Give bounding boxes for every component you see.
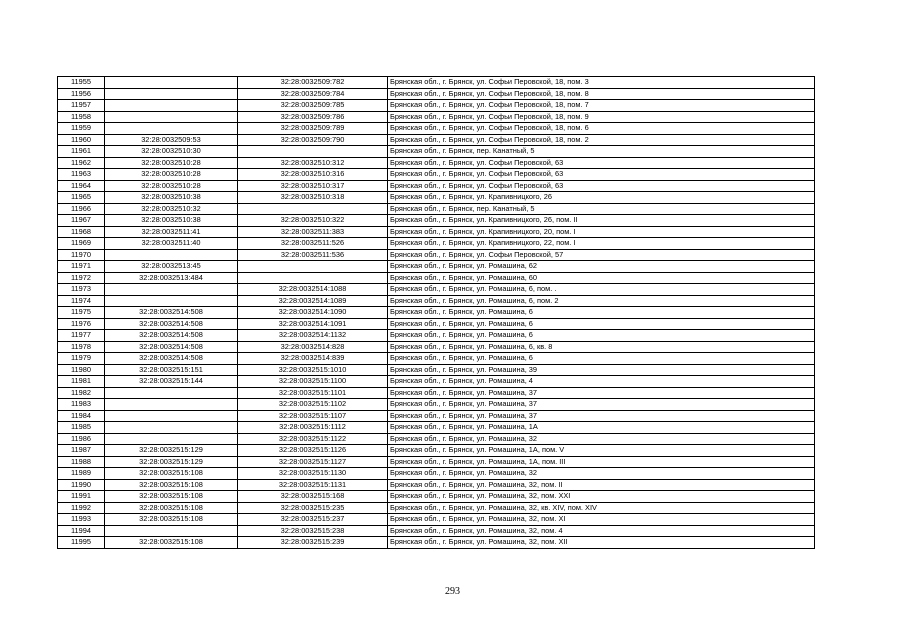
row-number-cell: 11959	[58, 123, 105, 135]
table-row	[58, 100, 815, 112]
address-cell: Брянская обл., г. Брянск, ул. Софьи Перовской, 63	[388, 169, 815, 181]
page-number: 293	[445, 586, 460, 597]
table-row	[58, 364, 815, 376]
cadastral-number-cell: 32:28:0032515:1100	[238, 376, 388, 388]
table-row	[58, 537, 815, 549]
row-number-cell: 11985	[58, 422, 105, 434]
row-number-cell: 11969	[58, 238, 105, 250]
cadastral-number-cell: 32:28:0032515:168	[238, 491, 388, 503]
table-row	[58, 353, 815, 365]
address-cell: Брянская обл., г. Брянск, ул. Крапивницкого, 26	[388, 192, 815, 204]
cadastral-number-cell: 32:28:0032515:1122	[238, 433, 388, 445]
address-cell: Брянская обл., г. Брянск, ул. Ромашина, 37	[388, 387, 815, 399]
table-row	[58, 261, 815, 273]
parent-cadastral-cell: 32:28:0032515:144	[105, 376, 238, 388]
table-row	[58, 77, 815, 89]
cadastral-number-cell: 32:28:0032515:1010	[238, 364, 388, 376]
row-number-cell: 11974	[58, 295, 105, 307]
cadastral-number-cell: 32:28:0032511:526	[238, 238, 388, 250]
cadastral-number-cell: 32:28:0032509:786	[238, 111, 388, 123]
parent-cadastral-cell: 32:28:0032509:53	[105, 134, 238, 146]
cadastral-number-cell: 32:28:0032514:1132	[238, 330, 388, 342]
address-cell: Брянская обл., г. Брянск, ул. Крапивницкого, 26, пом. II	[388, 215, 815, 227]
parent-cadastral-cell: 32:28:0032510:28	[105, 180, 238, 192]
table-row	[58, 410, 815, 422]
cadastral-number-cell: 32:28:0032515:238	[238, 525, 388, 537]
cadastral-number-cell: 32:28:0032514:1089	[238, 295, 388, 307]
table-row	[58, 249, 815, 261]
address-cell: Брянская обл., г. Брянск, ул. Ромашина, 32	[388, 433, 815, 445]
address-cell: Брянская обл., г. Брянск, ул. Ромашина, 32, кв. XIV, пом. XIV	[388, 502, 815, 514]
row-number-cell: 11970	[58, 249, 105, 261]
cadastral-number-cell: 32:28:0032510:322	[238, 215, 388, 227]
table-row	[58, 111, 815, 123]
row-number-cell: 11995	[58, 537, 105, 549]
table-row	[58, 88, 815, 100]
address-cell: Брянская обл., г. Брянск, пер. Канатный, 5	[388, 146, 815, 158]
table-row	[58, 491, 815, 503]
table-row	[58, 238, 815, 250]
parent-cadastral-cell	[105, 433, 238, 445]
address-cell: Брянская обл., г. Брянск, ул. Ромашина, 6	[388, 353, 815, 365]
table-row	[58, 525, 815, 537]
row-number-cell: 11975	[58, 307, 105, 319]
cadastral-number-cell: 32:28:0032515:1126	[238, 445, 388, 457]
address-cell: Брянская обл., г. Брянск, ул. Ромашина, 1А	[388, 422, 815, 434]
row-number-cell: 11989	[58, 468, 105, 480]
cadastral-number-cell	[238, 272, 388, 284]
parent-cadastral-cell	[105, 387, 238, 399]
row-number-cell: 11990	[58, 479, 105, 491]
address-cell: Брянская обл., г. Брянск, ул. Ромашина, 6, пом. .	[388, 284, 815, 296]
table-row	[58, 134, 815, 146]
address-cell: Брянская обл., г. Брянск, ул. Ромашина, 32, пом. 4	[388, 525, 815, 537]
cadastral-number-cell: 32:28:0032515:1102	[238, 399, 388, 411]
address-cell: Брянская обл., г. Брянск, ул. Ромашина, 6, пом. 2	[388, 295, 815, 307]
row-number-cell: 11991	[58, 491, 105, 503]
cadastral-number-cell	[238, 203, 388, 215]
parent-cadastral-cell: 32:28:0032511:41	[105, 226, 238, 238]
address-cell: Брянская обл., г. Брянск, ул. Ромашина, 39	[388, 364, 815, 376]
parent-cadastral-cell	[105, 123, 238, 135]
row-number-cell: 11967	[58, 215, 105, 227]
table-row	[58, 272, 815, 284]
parent-cadastral-cell: 32:28:0032515:151	[105, 364, 238, 376]
parent-cadastral-cell: 32:28:0032514:508	[105, 318, 238, 330]
address-cell: Брянская обл., г. Брянск, ул. Ромашина, 1А, пом. V	[388, 445, 815, 457]
cadastral-number-cell: 32:28:0032515:237	[238, 514, 388, 526]
parent-cadastral-cell: 32:28:0032515:108	[105, 514, 238, 526]
parent-cadastral-cell: 32:28:0032510:30	[105, 146, 238, 158]
row-number-cell: 11972	[58, 272, 105, 284]
registry-table-body	[58, 77, 815, 549]
row-number-cell: 11968	[58, 226, 105, 238]
cadastral-number-cell: 32:28:0032515:1107	[238, 410, 388, 422]
address-cell: Брянская обл., г. Брянск, ул. Ромашина, 32	[388, 468, 815, 480]
table-row	[58, 215, 815, 227]
row-number-cell: 11979	[58, 353, 105, 365]
cadastral-number-cell: 32:28:0032509:789	[238, 123, 388, 135]
parent-cadastral-cell: 32:28:0032515:108	[105, 537, 238, 549]
parent-cadastral-cell: 32:28:0032511:40	[105, 238, 238, 250]
cadastral-number-cell	[238, 261, 388, 273]
parent-cadastral-cell	[105, 284, 238, 296]
row-number-cell: 11992	[58, 502, 105, 514]
table-row	[58, 376, 815, 388]
parent-cadastral-cell: 32:28:0032515:129	[105, 445, 238, 457]
cadastral-number-cell: 32:28:0032509:790	[238, 134, 388, 146]
row-number-cell: 11955	[58, 77, 105, 89]
address-cell: Брянская обл., г. Брянск, ул. Ромашина, 37	[388, 410, 815, 422]
registry-table	[57, 76, 815, 549]
row-number-cell: 11986	[58, 433, 105, 445]
address-cell: Брянская обл., г. Брянск, ул. Ромашина, 37	[388, 399, 815, 411]
row-number-cell: 11987	[58, 445, 105, 457]
row-number-cell: 11960	[58, 134, 105, 146]
row-number-cell: 11965	[58, 192, 105, 204]
table-row	[58, 341, 815, 353]
table-row	[58, 422, 815, 434]
parent-cadastral-cell: 32:28:0032510:28	[105, 169, 238, 181]
address-cell: Брянская обл., г. Брянск, ул. Ромашина, 6	[388, 318, 815, 330]
cadastral-number-cell: 32:28:0032510:317	[238, 180, 388, 192]
table-row	[58, 146, 815, 158]
cadastral-number-cell: 32:28:0032515:235	[238, 502, 388, 514]
table-row	[58, 456, 815, 468]
row-number-cell: 11971	[58, 261, 105, 273]
cadastral-number-cell: 32:28:0032514:839	[238, 353, 388, 365]
parent-cadastral-cell	[105, 77, 238, 89]
row-number-cell: 11977	[58, 330, 105, 342]
cadastral-number-cell: 32:28:0032510:318	[238, 192, 388, 204]
parent-cadastral-cell: 32:28:0032510:28	[105, 157, 238, 169]
address-cell: Брянская обл., г. Брянск, ул. Софьи Перовской, 63	[388, 157, 815, 169]
row-number-cell: 11994	[58, 525, 105, 537]
parent-cadastral-cell	[105, 410, 238, 422]
cadastral-number-cell: 32:28:0032511:383	[238, 226, 388, 238]
table-row	[58, 157, 815, 169]
parent-cadastral-cell: 32:28:0032514:508	[105, 307, 238, 319]
table-row	[58, 295, 815, 307]
address-cell: Брянская обл., г. Брянск, ул. Софьи Перовской, 18, пом. 9	[388, 111, 815, 123]
parent-cadastral-cell: 32:28:0032515:129	[105, 456, 238, 468]
row-number-cell: 11984	[58, 410, 105, 422]
parent-cadastral-cell: 32:28:0032510:38	[105, 215, 238, 227]
cadastral-number-cell: 32:28:0032515:1112	[238, 422, 388, 434]
row-number-cell: 11961	[58, 146, 105, 158]
address-cell: Брянская обл., г. Брянск, ул. Софьи Перовской, 18, пом. 2	[388, 134, 815, 146]
table-row	[58, 502, 815, 514]
cadastral-number-cell: 32:28:0032514:1090	[238, 307, 388, 319]
row-number-cell: 11957	[58, 100, 105, 112]
row-number-cell: 11981	[58, 376, 105, 388]
table-row	[58, 318, 815, 330]
address-cell: Брянская обл., г. Брянск, ул. Ромашина, 1А, пом. III	[388, 456, 815, 468]
cadastral-number-cell: 32:28:0032511:536	[238, 249, 388, 261]
table-row	[58, 330, 815, 342]
address-cell: Брянская обл., г. Брянск, ул. Софьи Перовской, 18, пом. 6	[388, 123, 815, 135]
cadastral-number-cell: 32:28:0032514:1091	[238, 318, 388, 330]
table-row	[58, 445, 815, 457]
address-cell: Брянская обл., г. Брянск, ул. Ромашина, 6	[388, 307, 815, 319]
row-number-cell: 11964	[58, 180, 105, 192]
table-row	[58, 399, 815, 411]
address-cell: Брянская обл., г. Брянск, ул. Софьи Перовской, 18, пом. 3	[388, 77, 815, 89]
parent-cadastral-cell: 32:28:0032513:484	[105, 272, 238, 284]
table-row	[58, 169, 815, 181]
address-cell: Брянская обл., г. Брянск, ул. Софьи Перовской, 57	[388, 249, 815, 261]
address-cell: Брянская обл., г. Брянск, ул. Ромашина, 32, пом. XII	[388, 537, 815, 549]
cadastral-number-cell: 32:28:0032509:784	[238, 88, 388, 100]
row-number-cell: 11963	[58, 169, 105, 181]
cadastral-number-cell: 32:28:0032515:1130	[238, 468, 388, 480]
table-row	[58, 180, 815, 192]
row-number-cell: 11973	[58, 284, 105, 296]
parent-cadastral-cell	[105, 525, 238, 537]
address-cell: Брянская обл., г. Брянск, ул. Софьи Перовской, 18, пом. 8	[388, 88, 815, 100]
address-cell: Брянская обл., г. Брянск, ул. Ромашина, 32, пом. II	[388, 479, 815, 491]
table-row	[58, 226, 815, 238]
parent-cadastral-cell: 32:28:0032510:38	[105, 192, 238, 204]
row-number-cell: 11958	[58, 111, 105, 123]
address-cell: Брянская обл., г. Брянск, ул. Крапивницкого, 22, пом. I	[388, 238, 815, 250]
cadastral-number-cell: 32:28:0032515:239	[238, 537, 388, 549]
parent-cadastral-cell: 32:28:0032515:108	[105, 491, 238, 503]
parent-cadastral-cell	[105, 399, 238, 411]
table-row	[58, 307, 815, 319]
parent-cadastral-cell	[105, 249, 238, 261]
cadastral-number-cell: 32:28:0032514:828	[238, 341, 388, 353]
parent-cadastral-cell	[105, 100, 238, 112]
table-row	[58, 284, 815, 296]
row-number-cell: 11993	[58, 514, 105, 526]
address-cell: Брянская обл., г. Брянск, ул. Ромашина, 32, пом. XI	[388, 514, 815, 526]
row-number-cell: 11962	[58, 157, 105, 169]
address-cell: Брянская обл., г. Брянск, ул. Ромашина, 62	[388, 261, 815, 273]
parent-cadastral-cell: 32:28:0032515:108	[105, 468, 238, 480]
cadastral-number-cell: 32:28:0032515:1101	[238, 387, 388, 399]
address-cell: Брянская обл., г. Брянск, ул. Ромашина, 32, пом. XXI	[388, 491, 815, 503]
row-number-cell: 11982	[58, 387, 105, 399]
row-number-cell: 11983	[58, 399, 105, 411]
parent-cadastral-cell: 32:28:0032515:108	[105, 479, 238, 491]
address-cell: Брянская обл., г. Брянск, ул. Софьи Перовской, 63	[388, 180, 815, 192]
parent-cadastral-cell	[105, 111, 238, 123]
parent-cadastral-cell: 32:28:0032513:45	[105, 261, 238, 273]
cadastral-number-cell: 32:28:0032509:785	[238, 100, 388, 112]
parent-cadastral-cell: 32:28:0032514:508	[105, 341, 238, 353]
parent-cadastral-cell	[105, 422, 238, 434]
table-row	[58, 468, 815, 480]
address-cell: Брянская обл., г. Брянск, ул. Ромашина, 6, кв. 8	[388, 341, 815, 353]
address-cell: Брянская обл., г. Брянск, ул. Софьи Перовской, 18, пом. 7	[388, 100, 815, 112]
cadastral-number-cell: 32:28:0032510:316	[238, 169, 388, 181]
address-cell: Брянская обл., г. Брянск, ул. Ромашина, 6	[388, 330, 815, 342]
table-row	[58, 203, 815, 215]
address-cell: Брянская обл., г. Брянск, ул. Крапивницкого, 20, пом. I	[388, 226, 815, 238]
parent-cadastral-cell: 32:28:0032514:508	[105, 353, 238, 365]
row-number-cell: 11978	[58, 341, 105, 353]
table-row	[58, 192, 815, 204]
table-row	[58, 514, 815, 526]
row-number-cell: 11966	[58, 203, 105, 215]
parent-cadastral-cell	[105, 88, 238, 100]
cadastral-number-cell: 32:28:0032509:782	[238, 77, 388, 89]
cadastral-number-cell	[238, 146, 388, 158]
row-number-cell: 11988	[58, 456, 105, 468]
cadastral-number-cell: 32:28:0032510:312	[238, 157, 388, 169]
address-cell: Брянская обл., г. Брянск, пер. Канатный, 5	[388, 203, 815, 215]
cadastral-number-cell: 32:28:0032515:1131	[238, 479, 388, 491]
cadastral-number-cell: 32:28:0032515:1127	[238, 456, 388, 468]
parent-cadastral-cell: 32:28:0032510:32	[105, 203, 238, 215]
table-row	[58, 479, 815, 491]
cadastral-number-cell: 32:28:0032514:1088	[238, 284, 388, 296]
row-number-cell: 11980	[58, 364, 105, 376]
address-cell: Брянская обл., г. Брянск, ул. Ромашина, 4	[388, 376, 815, 388]
table-row	[58, 123, 815, 135]
address-cell: Брянская обл., г. Брянск, ул. Ромашина, 60	[388, 272, 815, 284]
row-number-cell: 11976	[58, 318, 105, 330]
table-row	[58, 387, 815, 399]
row-number-cell: 11956	[58, 88, 105, 100]
parent-cadastral-cell: 32:28:0032515:108	[105, 502, 238, 514]
table-row	[58, 433, 815, 445]
parent-cadastral-cell	[105, 295, 238, 307]
parent-cadastral-cell: 32:28:0032514:508	[105, 330, 238, 342]
